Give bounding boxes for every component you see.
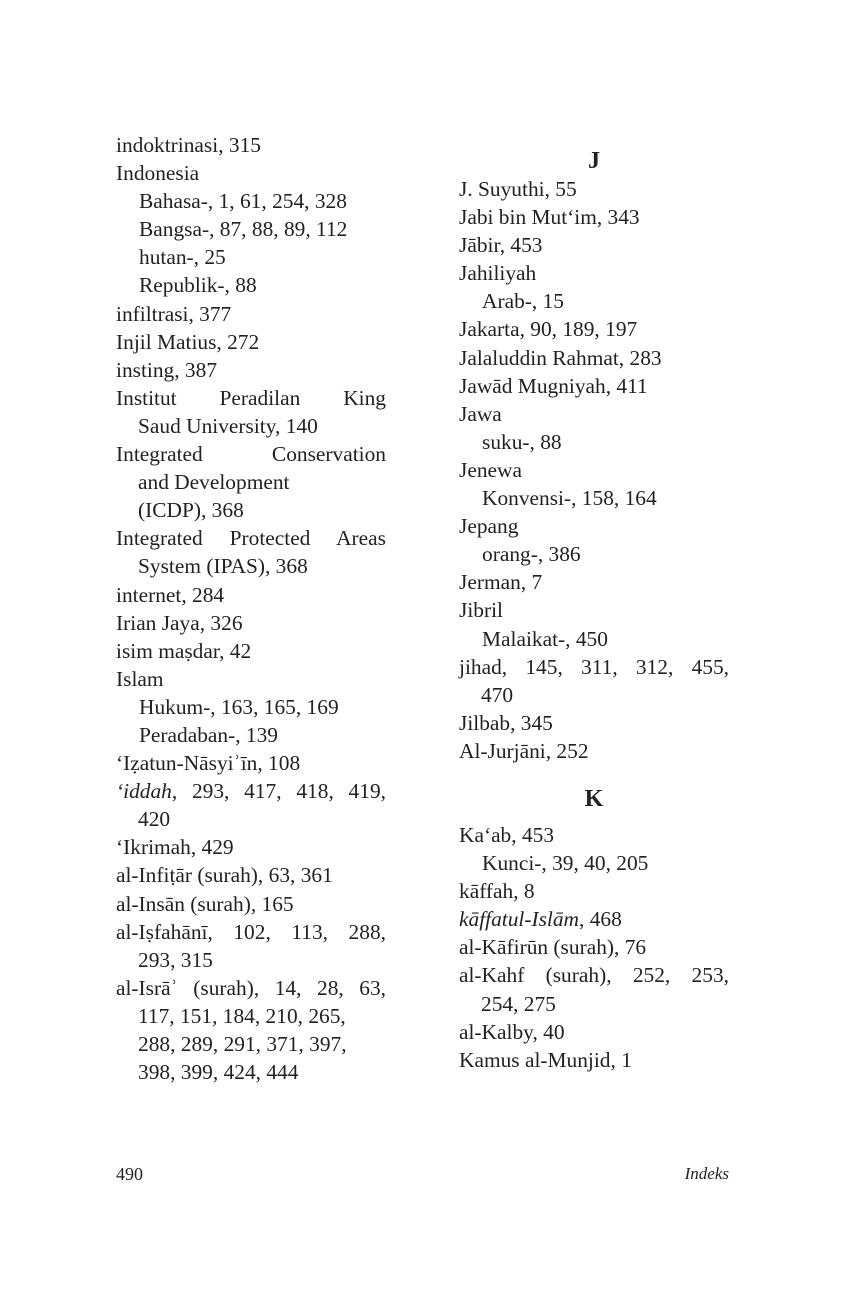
section-letter-j: J	[588, 148, 600, 174]
index-entry-line: Jabi bin Mut‘im, 343	[459, 205, 640, 230]
index-entry	[459, 456, 729, 484]
index-entry-line: Al-Jurjāni, 252	[459, 738, 589, 763]
index-entry	[459, 737, 729, 765]
section-letter-k: K	[584, 785, 604, 812]
index-entry-line: 117, 151, 184, 210, 265,	[138, 1003, 346, 1028]
running-head: Indeks	[684, 1164, 729, 1183]
index-entry	[459, 231, 729, 259]
index-entry-line: ‘iddah, 293, 417, 418, 419,	[116, 779, 386, 804]
index-subentry	[459, 428, 729, 456]
index-subentry	[459, 540, 729, 568]
index-entry-line: Islam	[116, 666, 164, 691]
index-entry	[116, 131, 386, 159]
index-entry	[116, 440, 386, 524]
index-entry-line: Jerman, 7	[459, 570, 543, 595]
index-entry	[116, 749, 386, 777]
index-entry-line: kāffah, 8	[459, 879, 535, 904]
index-entry-line: Jilbab, 345	[459, 710, 553, 735]
index-entry-line: Irian Jaya, 326	[116, 610, 243, 635]
index-entry	[116, 890, 386, 918]
index-entry	[459, 259, 729, 287]
index-entry-line: indoktrinasi, 315	[116, 133, 261, 157]
index-entry-line: (ICDP), 368	[138, 498, 244, 523]
index-entry-line: suku-, 88	[482, 429, 562, 454]
index-entry-line: Konvensi-, 158, 164	[482, 486, 657, 511]
index-entry-line: 254, 275	[481, 991, 556, 1016]
index-entry	[116, 356, 386, 384]
index-subentry	[116, 243, 386, 271]
index-entry-line: 470	[481, 682, 514, 707]
index-entry-line: Kunci-, 39, 40, 205	[482, 851, 649, 876]
index-entry-line: Jābir, 453	[459, 233, 543, 258]
index-entry	[116, 159, 386, 187]
index-entry-line: internet, 284	[116, 582, 225, 607]
index-entry	[116, 974, 386, 1086]
section-j-entries	[459, 175, 729, 765]
index-entry	[459, 821, 729, 849]
index-entry-line: Saud University, 140	[138, 413, 318, 438]
index-entry-line: al-Infiṭār (surah), 63, 361	[116, 863, 333, 888]
index-entry	[459, 709, 729, 737]
index-entry	[116, 300, 386, 328]
index-entry	[459, 400, 729, 428]
index-subentry	[116, 693, 386, 721]
index-subentry	[116, 271, 386, 299]
index-subentry	[116, 187, 386, 215]
index-entry	[459, 1018, 729, 1046]
index-entry-line: Jepang	[459, 514, 519, 539]
index-entry-line: 293, 315	[138, 947, 213, 972]
index-column-left	[116, 131, 386, 1086]
index-entry-line: al-Kāfirūn (surah), 76	[459, 935, 647, 960]
index-entry	[459, 568, 729, 596]
index-entry	[459, 372, 729, 400]
index-entry-line: 398, 399, 424, 444	[138, 1060, 299, 1085]
index-entry-line: Republik-, 88	[139, 273, 257, 298]
index-entry-line: 420	[138, 807, 171, 832]
index-entry	[116, 833, 386, 861]
index-subentry	[459, 625, 729, 653]
index-entry-line: infiltrasi, 377	[116, 301, 232, 326]
index-entry	[459, 512, 729, 540]
index-entry-line: Jenewa	[459, 457, 522, 482]
section-k-entries	[459, 821, 729, 1074]
index-entry-line: System (IPAS), 368	[138, 554, 308, 579]
index-subentry	[459, 484, 729, 512]
index-entry	[116, 918, 386, 974]
index-entry-line: J. Suyuthi, 55	[459, 177, 577, 201]
index-entry-line: Arab-, 15	[482, 289, 564, 314]
index-entry-line: Jahiliyah	[459, 261, 537, 286]
index-entry	[116, 637, 386, 665]
index-entry	[459, 175, 729, 203]
index-entry	[459, 653, 729, 709]
index-entry	[459, 315, 729, 343]
index-subentry	[459, 849, 729, 877]
index-entry-line: 288, 289, 291, 371, 397,	[138, 1032, 347, 1056]
index-entry-line: ‘Iẓatun-Nāsyiʾīn, 108	[116, 751, 301, 776]
index-entry	[459, 877, 729, 905]
index-entry	[116, 665, 386, 693]
index-entry-line: insting, 387	[116, 357, 218, 382]
index-entry-line: Peradaban-, 139	[139, 722, 278, 747]
index-column-right	[459, 131, 729, 1074]
index-entry-line: Bangsa-, 87, 88, 89, 112	[139, 217, 348, 242]
index-entry	[116, 609, 386, 637]
index-entry-line: Indonesia	[116, 161, 200, 186]
index-entry	[116, 861, 386, 889]
index-entry	[459, 905, 729, 933]
index-entry-line: al-Insān (surah), 165	[116, 891, 294, 916]
index-entry-line: Jakarta, 90, 189, 197	[459, 317, 638, 342]
index-entry-line: kāffatul-Islām, 468	[459, 907, 622, 932]
index-entry-line: orang-, 386	[482, 542, 581, 567]
index-entry-line: isim maṣdar, 42	[116, 638, 252, 663]
index-entry	[116, 581, 386, 609]
page-number: 490	[116, 1164, 143, 1184]
index-entry-line: Bahasa-, 1, 61, 254, 328	[139, 189, 347, 214]
index-entry-line: Hukum-, 163, 165, 169	[139, 694, 339, 719]
index-entry-line: Jawād Mugniyah, 411	[459, 373, 648, 398]
index-entry	[116, 777, 386, 833]
index-entry-line: and Development	[138, 470, 290, 495]
index-entry-line: al-Iṣfahānī, 102, 113, 288,	[116, 919, 386, 944]
index-entry-line: Integrated Conservation	[116, 442, 386, 467]
index-entry-line: Kamus al-Munjid, 1	[459, 1047, 632, 1072]
index-entry-line: Institut Peradilan King	[116, 385, 386, 410]
index-entry-line: Integrated Protected Areas	[116, 526, 386, 551]
index-entry-line: jihad, 145, 311, 312, 455,	[459, 654, 729, 679]
index-entry-line: al-Kalby, 40	[459, 1019, 565, 1044]
index-entry-line: al-Isrāʾ (surah), 14, 28, 63,	[116, 975, 386, 1000]
index-entry	[459, 961, 729, 1017]
index-entry-line: hutan-, 25	[139, 245, 226, 270]
index-entry	[459, 1046, 729, 1074]
index-entry-line: al-Kahf (surah), 252, 253,	[459, 963, 729, 988]
index-entry	[459, 933, 729, 961]
index-subentry	[116, 721, 386, 749]
index-entry-line: Jibril	[459, 598, 503, 623]
index-entry	[116, 328, 386, 356]
index-subentry	[459, 287, 729, 315]
index-entry-line: Jalaluddin Rahmat, 283	[459, 345, 662, 370]
index-entry-line: ‘Ikrimah, 429	[116, 835, 234, 860]
index-entry	[459, 203, 729, 231]
index-entry	[459, 596, 729, 624]
index-entry	[116, 384, 386, 440]
index-entry-line: Jawa	[459, 401, 502, 426]
index-entry-line: Injil Matius, 272	[116, 329, 260, 354]
index-subentry	[116, 215, 386, 243]
index-entry	[116, 524, 386, 580]
index-entry-line: Malaikat-, 450	[482, 626, 608, 651]
index-entry	[459, 344, 729, 372]
index-entry-line: Ka‘ab, 453	[459, 822, 555, 847]
